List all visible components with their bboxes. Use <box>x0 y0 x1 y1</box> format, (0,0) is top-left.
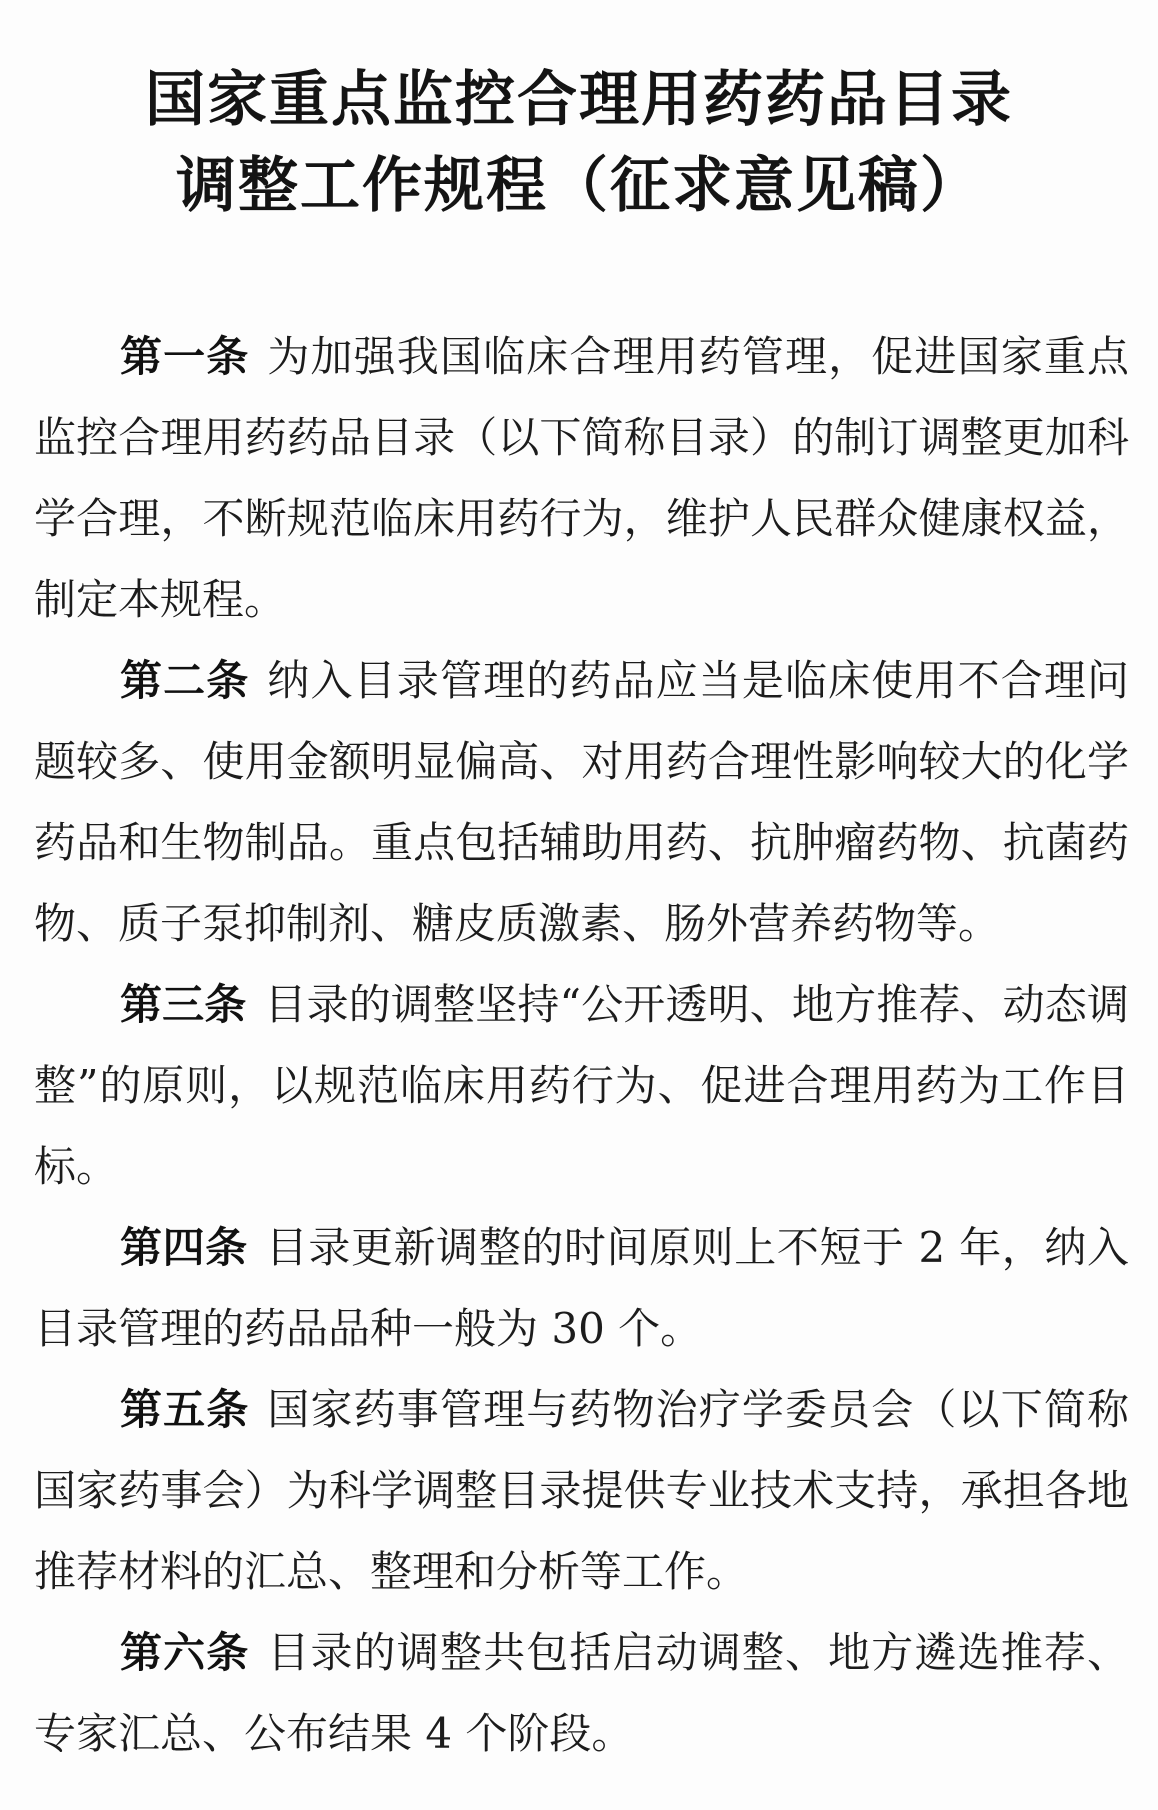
article-text: 目录的调整坚持“公开透明、地方推荐、动态调整”的原则，以规范临床用药行为、促进合理用药为工作目标。 <box>34 980 1129 1191</box>
article-text: 为加强我国临床合理用药管理，促进国家重点监控合理用药药品目录（以下简称目录）的制订调整更加科学合理，不断规范临床用药行为，维护人民群众健康权益，制定本规程。 <box>34 332 1129 624</box>
document-body <box>34 316 1129 1774</box>
article-text: 目录更新调整的时间原则上不短于 2 年，纳入目录管理的药品品种一般为 30 个。 <box>34 1223 1129 1353</box>
document-title-line-2: 调整工作规程（征求意见稿） <box>176 151 982 221</box>
article-number: 第二条 <box>120 656 250 705</box>
article-5 <box>34 1369 1129 1612</box>
article-2 <box>34 640 1129 964</box>
article-3 <box>34 964 1129 1207</box>
article-1 <box>34 316 1129 640</box>
document-title-line-1: 国家重点监控合理用药药品目录 <box>145 65 1013 135</box>
article-6 <box>34 1612 1129 1774</box>
article-number: 第五条 <box>120 1385 250 1434</box>
article-text: 目录的调整共包括启动调整、地方遴选推荐、专家汇总、公布结果 4 个阶段。 <box>34 1628 1129 1758</box>
article-number: 第一条 <box>120 332 250 381</box>
article-text: 国家药事管理与药物治疗学委员会（以下简称国家药事会）为科学调整目录提供专业技术支持，承担各地推荐材料的汇总、整理和分析等工作。 <box>34 1385 1129 1596</box>
article-number: 第三条 <box>120 980 247 1029</box>
article-text: 纳入目录管理的药品应当是临床使用不合理问题较多、使用金额明显偏高、对用药合理性影响较大的化学药品和生物制品。重点包括辅助用药、抗肿瘤药物、抗菌药物、质子泵抑制剂、糖皮质激素、肠外营养药物等。 <box>34 656 1129 948</box>
article-number: 第四条 <box>120 1223 248 1272</box>
article-number: 第六条 <box>120 1628 250 1677</box>
article-4 <box>34 1207 1129 1369</box>
